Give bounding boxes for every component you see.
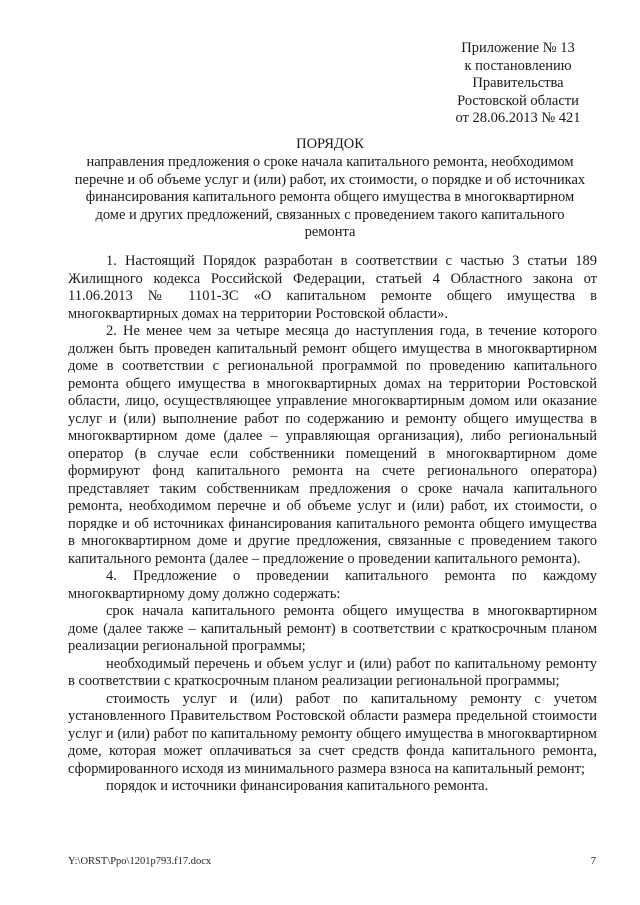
document-body xyxy=(68,253,597,796)
paragraph-item-financing: порядок и источники финансирования капитального ремонта. xyxy=(106,778,489,794)
appendix-line: Правительства xyxy=(472,75,564,91)
paragraph-item-term: срок начала капитального ремонта общего имущества в многоквартирном доме (далее также – капитальный ремонт) в соответствии с краткосрочным планом реализации региональной программы; xyxy=(68,603,597,654)
document-title: ПОРЯДОК xyxy=(296,136,364,152)
appendix-header xyxy=(438,40,598,128)
paragraph-item-cost: стоимость услуг и (или) работ по капитальному ремонту с учетом установленного Правительством Ростовской области размера предельной стоимости услуг и (или) работ по капитальному ремонту общего имущества в многоквартирном доме, которая может оплачиваться за счет средств фонда капитального ремонта, сформированного исходя из минимального размера взноса на капитальный ремонт; xyxy=(68,690,597,777)
appendix-line: Приложение № 13 xyxy=(461,40,575,56)
paragraph-2: 2. Не менее чем за четыре месяца до наступления года, в течение которого должен быть проведен капитальный ремонт общего имущества в многоквартирном доме в соответствии с региональной программой по проведению капитального ремонта общего имущества в многоквартирных домах на территории Ростовской области, лицо, осуществляющее управление многоквартирным домом или оказание услуг и (или) выполнение работ по содержанию и ремонту общего имущества в многоквартирном доме (далее – управляющая организация), либо региональный оператор (в случае если собственники помещений в многоквартирном доме формируют фонд капитального ремонта на счете регионального оператора) представляет таким собственникам предложения о сроке начала капитального ремонта, необходимом перечне и об объеме услуг и (или) работ, их стоимости, о порядке и об источниках финансирования капитального ремонта общего имущества в многоквартирном доме и другие предложения, связанные с проведением такого капитального ремонта (далее – предложение о проведении капитального ремонта). xyxy=(68,323,597,567)
appendix-line: от 28.06.2013 № 421 xyxy=(455,110,581,126)
paragraph-4: 4. Предложение о проведении капитального ремонта по каждому многоквартирному дому должно содержать: xyxy=(68,568,597,602)
appendix-line: Ростовской области xyxy=(457,92,579,109)
paragraph-item-scope: необходимый перечень и объем услуг и (или) работ по капитальному ремонту в соответствии с краткосрочным планом реализации региональной программы; xyxy=(68,655,597,689)
document-subtitle: направления предложения о сроке начала капитального ремонта, необходимом перечне и об объеме услуг и (или) работ, их стоимости, о порядке и об источниках финансирования капитального ремонта общего имущества в многоквартирном доме и других предложений, связанных с проведением такого капитального ремонта xyxy=(74,154,586,240)
paragraph-1: 1. Настоящий Порядок разработан в соответствии с частью 3 статьи 189 Жилищного кодекса Российской Федерации, статьей 4 Областного закона от 11.06.2013 № 1101-ЗС «О капитальном ремонте общего имущества в многоквартирных домах на территории Ростовской области». xyxy=(68,253,597,322)
file-path: Y:\ORST\Ppo\1201p793.f17.docx xyxy=(68,856,212,867)
appendix-line: к постановлению xyxy=(464,57,572,74)
page-number: 7 xyxy=(590,856,596,867)
